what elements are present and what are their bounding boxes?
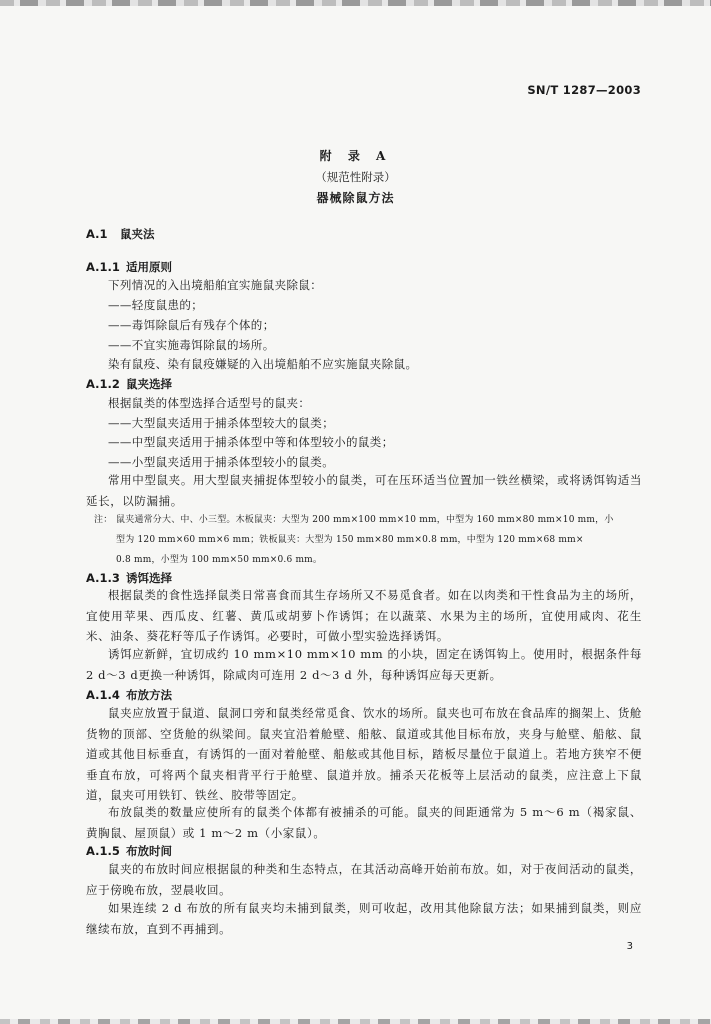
heading-a13 [86, 570, 172, 586]
appendix-normative: （规范性附录） [315, 170, 396, 184]
standard-number: SN/T 1287—2003 [527, 83, 641, 97]
a13-paragraph-1: 根据鼠类的食性选择鼠类日常喜食而其生存场所又不易觅食者。如在以肉类和干性食品为主的场所，宜使用苹果、西瓜皮、红薯、黄瓜或胡萝卜作诱饵；在以蔬菜、水果为主的场所，宜使用咸肉、花生米、油条、葵花籽等瓜子作诱饵。必要时，可做小型实验选择诱饵。 [86, 588, 642, 643]
page-number: 3 [626, 941, 633, 952]
a11-closing: 染有鼠疫、染有鼠疫嫌疑的入出境船舶不应实施鼠夹除鼠。 [108, 357, 418, 371]
heading-a14 [86, 687, 172, 703]
list-item: ——小型鼠夹适用于捕杀体型较小的鼠类。 [108, 455, 335, 469]
note-line: 鼠夹通常分大、中、小三型。木板鼠夹：大型为 200 mm×100 mm×10 mm，中型为 160 mm×80 mm×10 mm，小 [116, 515, 614, 525]
a12-paragraph: 常用中型鼠夹。用大型鼠夹捕捉体型较小的鼠类，可在压环适当位置加一铁丝横梁，或将诱饵钩适当延长，以防漏捕。 [86, 473, 642, 508]
a12-note [94, 510, 646, 570]
a14-paragraph-1: 鼠夹应放置于鼠道、鼠洞口旁和鼠类经常觅食、饮水的场所。鼠夹也可布放在食品库的搁架上、货舱货物的顶部、空货舱的纵梁间。鼠夹宜沿着舱壁、船舷、鼠道或其他目标布放，夹身与舱壁、船舷、鼠道或其他目标垂直，有诱饵的一面对着舱壁、船舷或其他目标，踏板尽量位于鼠道上。若地方狭窄不便垂直布放，可将两个鼠夹相背平行于舱壁、鼠道并放。捕杀天花板等上层活动的鼠类，应注意上下鼠道，鼠夹可用铁钉、铁丝、胶带等固定。 [86, 706, 642, 802]
heading-a12 [86, 376, 172, 392]
appendix-title: 器械除鼠方法 [316, 191, 395, 205]
a11-intro: 下列情况的入出境船舶宜实施鼠夹除鼠： [108, 278, 323, 292]
heading-a11 [86, 259, 172, 275]
heading-number: A.1.3 [86, 571, 120, 585]
heading-number: A.1.1 [86, 260, 120, 274]
heading-title: 适用原则 [126, 260, 172, 274]
appendix-label: 附 录 A [319, 149, 392, 163]
scan-edge-bottom [0, 1019, 711, 1024]
heading-title: 鼠夹选择 [126, 377, 172, 391]
list-item: ——大型鼠夹适用于捕杀体型较大的鼠类； [108, 416, 335, 430]
heading-title: 布放方法 [126, 688, 172, 702]
list-item: ——毒饵除鼠后有残存个体的； [108, 318, 275, 332]
heading-number: A.1.4 [86, 688, 120, 702]
list-item: ——不宜实施毒饵除鼠的场所。 [108, 338, 275, 352]
heading-number: A.1.5 [86, 844, 120, 858]
a13-paragraph-2: 诱饵应新鲜，宜切成约 10 mm×10 mm×10 mm 的小块，固定在诱饵钩上。使用时，根据条件每 2 d～3 d更换一种诱饵，除咸肉可连用 2 d～3 d 外，每种诱饵应每天更新。 [86, 647, 642, 682]
a15-paragraph-1: 鼠夹的布放时间应根据鼠的种类和生态特点，在其活动高峰开始前布放。如，对于夜间活动的鼠类，应于傍晚布放，翌晨收回。 [86, 862, 642, 897]
list-item: ——中型鼠夹适用于捕杀体型中等和体型较小的鼠类； [108, 435, 394, 449]
heading-a1 [86, 226, 155, 242]
heading-a15 [86, 843, 172, 859]
note-line: 型为 120 mm×60 mm×6 mm；铁板鼠夹：大型为 150 mm×80 mm×0.8 mm，中型为 120 mm×68 mm× [116, 535, 584, 545]
a12-intro: 根据鼠类的体型选择合适型号的鼠夹： [108, 396, 311, 410]
scan-edge-top [0, 0, 711, 6]
list-item: ——轻度鼠患的； [108, 298, 204, 312]
heading-title: 鼠夹法 [120, 227, 155, 241]
note-label: 注： [94, 515, 113, 525]
heading-title: 诱饵选择 [126, 571, 172, 585]
heading-number: A.1 [86, 227, 108, 241]
heading-number: A.1.2 [86, 377, 120, 391]
a14-paragraph-2: 布放鼠类的数量应使所有的鼠类个体都有被捕杀的可能。鼠夹的间距通常为 5 m～6 m（褐家鼠、黄胸鼠、屋顶鼠）或 1 m～2 m（小家鼠）。 [86, 805, 642, 840]
heading-title: 布放时间 [126, 844, 172, 858]
note-line: 0.8 mm，小型为 100 mm×50 mm×0.6 mm。 [116, 555, 323, 565]
a15-paragraph-2: 如果连续 2 d 布放的所有鼠夹均未捕到鼠类，则可收起，改用其他除鼠方法；如果捕到鼠类，则应继续布放，直到不再捕到。 [86, 901, 642, 936]
